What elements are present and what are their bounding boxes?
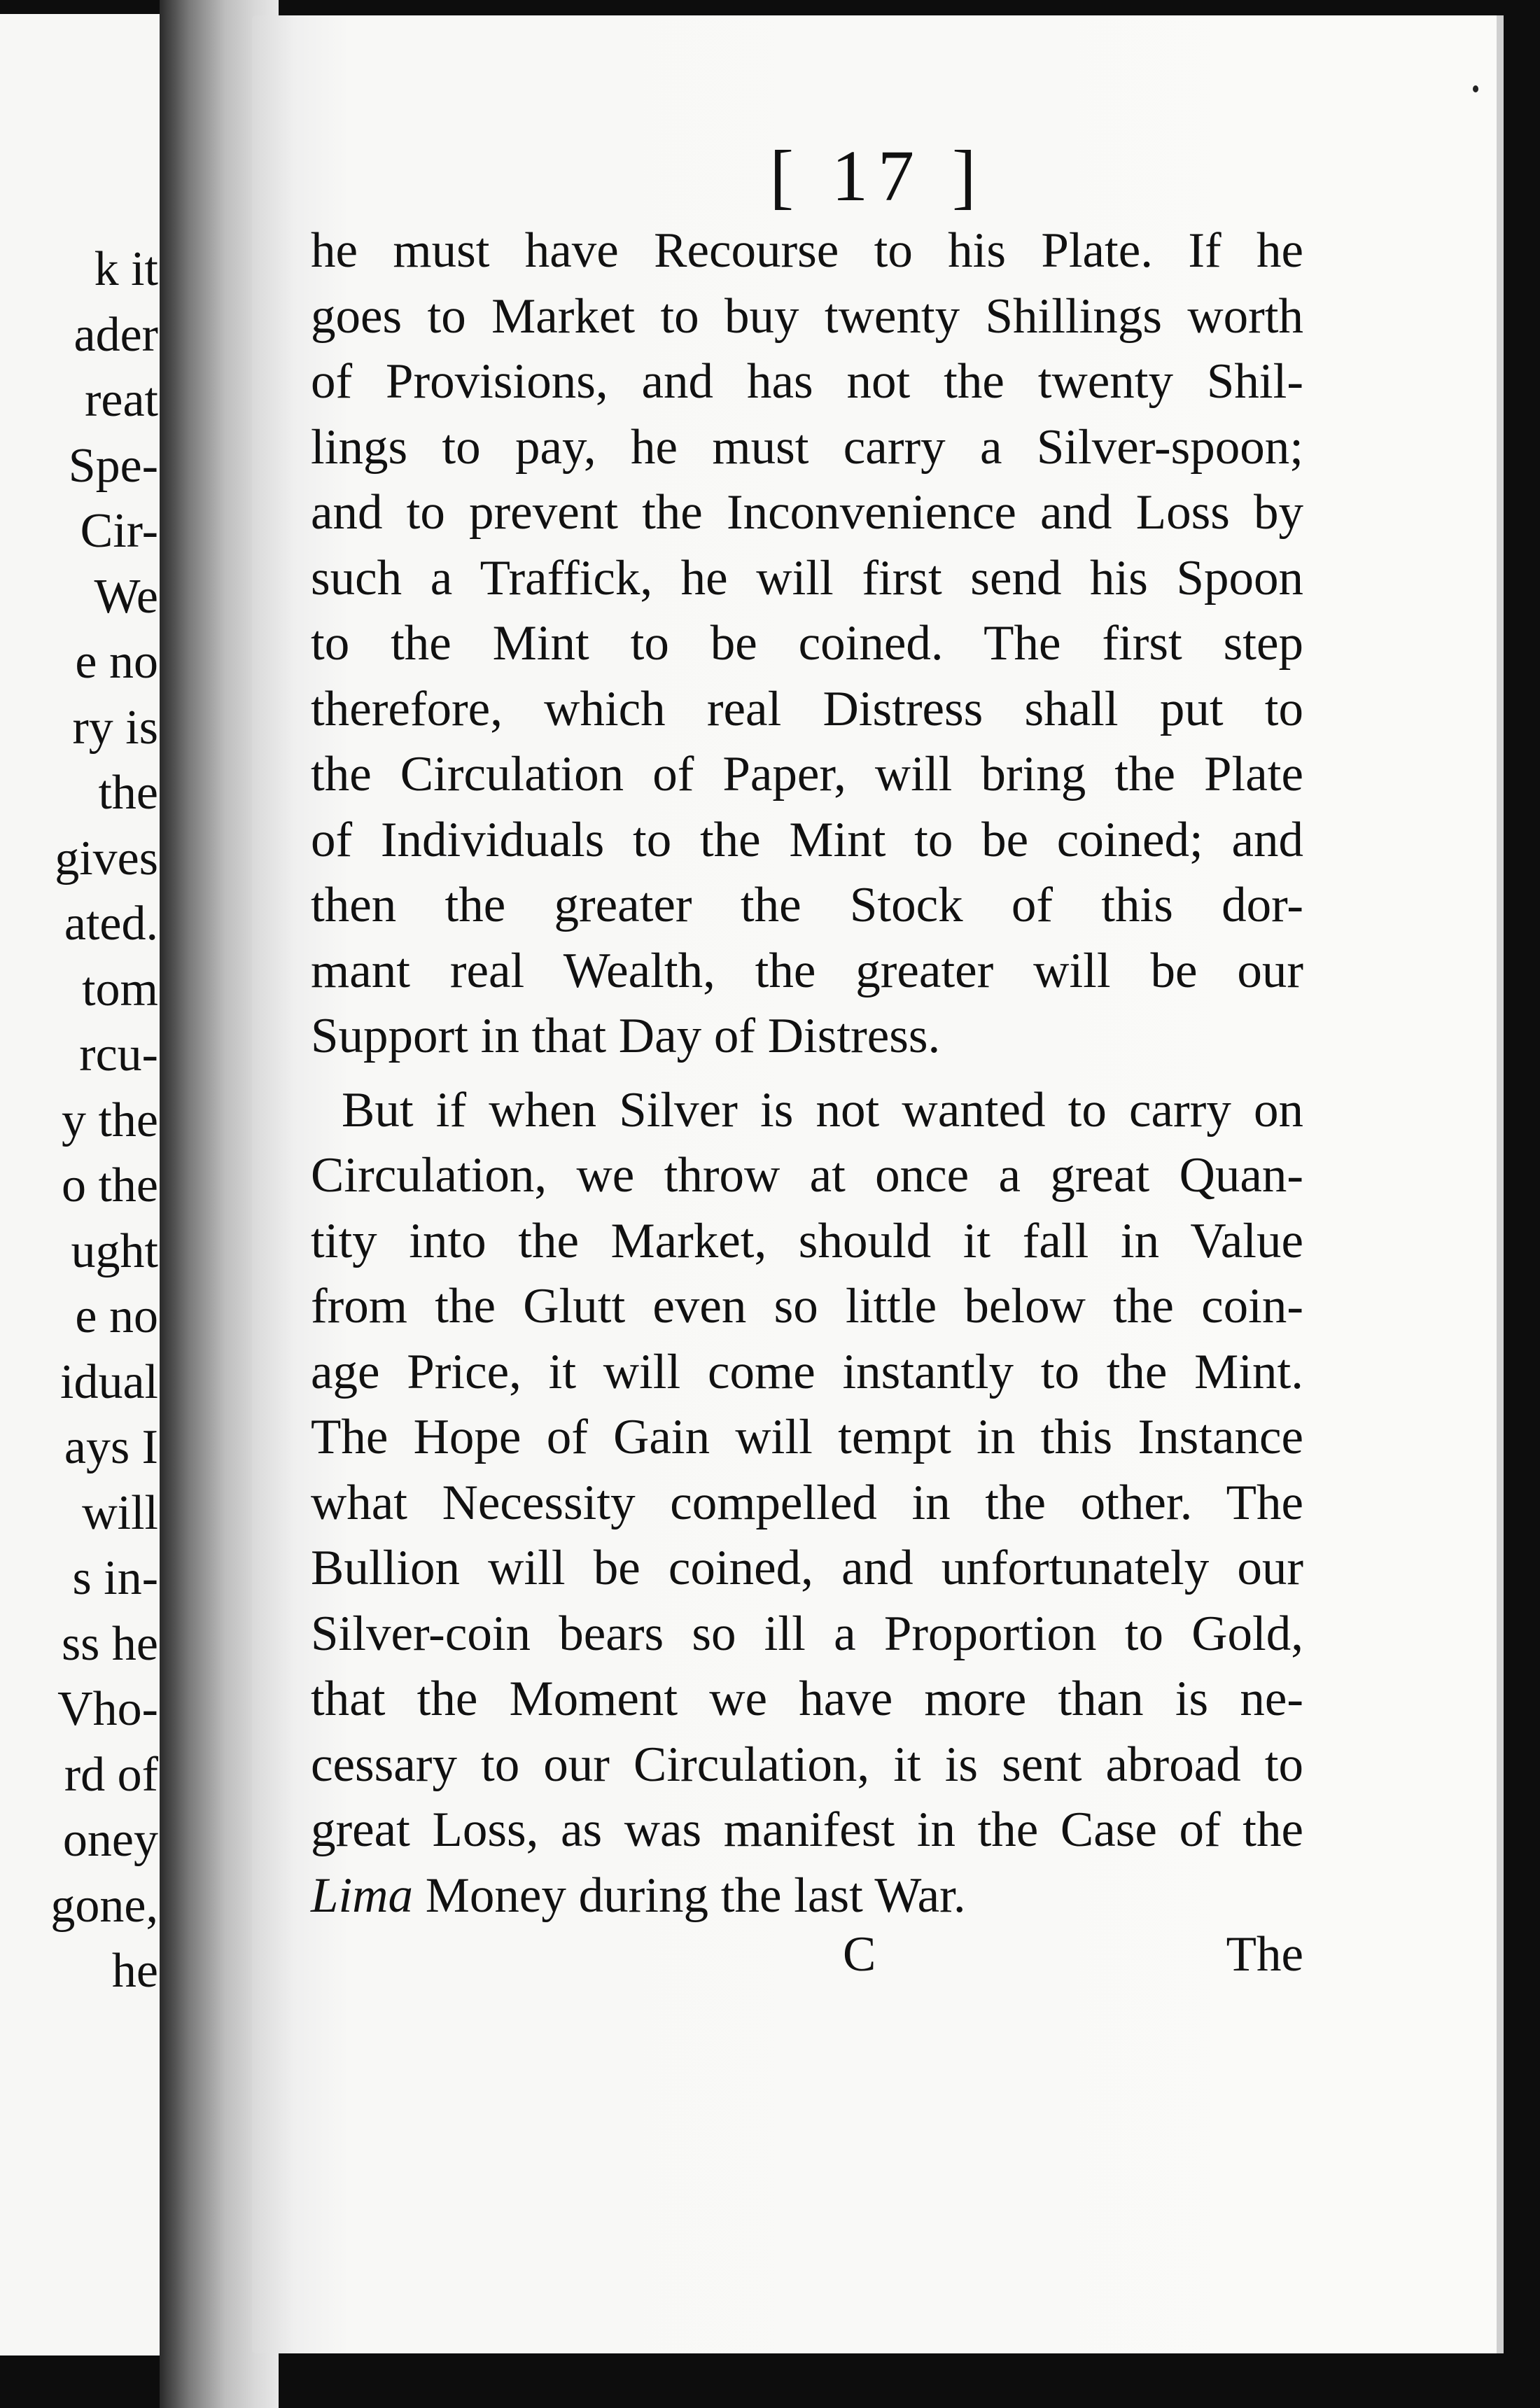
previous-page-text-fragment: ated. — [64, 897, 158, 951]
text-line: of Provisions, and has not the twenty Shil- — [311, 354, 1303, 409]
text-line-rest: Money during the last War. — [413, 1868, 966, 1923]
italic-word: Lima — [311, 1868, 413, 1923]
previous-page-text-fragment: oney — [62, 1813, 158, 1867]
previous-page-text-fragment: s in- — [72, 1551, 158, 1605]
text-line: that the Moment we have more than is ne- — [311, 1672, 1303, 1726]
text-line: tity into the Market, should it fall in Value — [311, 1213, 1303, 1268]
previous-page-text-fragment: Cir- — [80, 504, 158, 558]
text-line: Support in that Day of Distress. — [311, 1009, 941, 1063]
previous-page-text-fragment: ry is — [72, 700, 158, 755]
previous-page-text-fragment: rd of — [64, 1747, 158, 1802]
text-line-final — [311, 1863, 1303, 1929]
previous-page-text-fragment: y the — [61, 1093, 158, 1147]
current-page — [252, 15, 1504, 2353]
text-line: such a Traffick, he will first send his Spoon — [311, 550, 1303, 606]
ink-speck — [1473, 85, 1478, 92]
previous-page-text-fragment: Vho- — [57, 1682, 158, 1736]
text-line: and to prevent the Inconvenience and Loss by — [311, 485, 1303, 540]
text-line: The Hope of Gain will tempt in this Instance — [311, 1410, 1303, 1464]
previous-page-text-fragment: he — [111, 1944, 158, 1998]
page-footer — [311, 1926, 1303, 1996]
catchword: The — [1226, 1927, 1303, 1982]
previous-page-text-fragment: ader — [74, 307, 158, 362]
previous-page-text-fragment: tom — [82, 962, 158, 1016]
previous-page-text-fragment: o the — [61, 1158, 158, 1212]
previous-page-text-fragment: Spe- — [68, 438, 158, 493]
previous-page-text-fragment: e no — [75, 1289, 158, 1343]
page-number: [ 17 ] — [769, 136, 986, 216]
text-line: what Necessity compelled in the other. The — [311, 1475, 1303, 1530]
page-edge — [1497, 15, 1504, 2353]
paragraph-1 — [311, 218, 1303, 1070]
text-line: of Individuals to the Mint to be coined; and — [311, 812, 1303, 867]
text-line: age Price, it will come instantly to the Mint. — [311, 1344, 1303, 1399]
previous-page-text-fragment: reat — [85, 373, 158, 427]
text-line: mant real Wealth, the greater will be our — [311, 943, 1303, 998]
previous-page-text-fragment: ays I — [64, 1420, 158, 1474]
signature-mark: C — [843, 1927, 876, 1982]
text-line: the Circulation of Paper, will bring the Plate — [311, 747, 1303, 802]
previous-page-text-fragment: gone, — [50, 1878, 158, 1933]
text-line: he must have Recourse to his Plate. If he — [311, 223, 1303, 278]
previous-page-text-fragment: We — [94, 569, 158, 624]
previous-page-text-fragment: will — [82, 1485, 158, 1540]
text-line: Silver-coin bears so ill a Proportion to Gold, — [311, 1606, 1303, 1661]
previous-page-text-fragment: ught — [71, 1224, 158, 1278]
text-line: therefore, which real Distress shall put to — [311, 681, 1303, 736]
text-line: then the greater the Stock of this dor- — [311, 878, 1303, 932]
previous-page-text-fragment: rcu- — [79, 1028, 158, 1082]
text-line: But if when Silver is not wanted to carry on — [342, 1082, 1303, 1138]
text-line: Circulation, we throw at once a great Quan- — [311, 1148, 1303, 1203]
previous-page-text-fragment: ss he — [61, 1616, 158, 1671]
previous-page-text-fragment: idual — [60, 1354, 158, 1409]
text-line: from the Glutt even so little below the coin- — [311, 1279, 1303, 1334]
text-line: Bullion will be coined, and unfortunately our — [311, 1541, 1303, 1595]
text-line: great Loss, as was manifest in the Case of the — [311, 1802, 1303, 1857]
paragraph-2 — [311, 1078, 1303, 1929]
text-line: lings to pay, he must carry a Silver-spoon; — [311, 419, 1303, 475]
body-text — [311, 218, 1303, 1928]
previous-page-text-fragment: k it — [94, 242, 158, 296]
text-line: cessary to our Circulation, it is sent abroad to — [311, 1737, 1303, 1792]
text-line: to the Mint to be coined. The first step — [311, 616, 1303, 671]
previous-page-text-fragment: the — [98, 766, 158, 820]
text-line: goes to Market to buy twenty Shillings worth — [311, 288, 1303, 344]
previous-page-text-fragment: gives — [55, 831, 158, 886]
previous-page-text-fragment: e no — [75, 635, 158, 689]
previous-page-edge — [0, 14, 175, 2356]
